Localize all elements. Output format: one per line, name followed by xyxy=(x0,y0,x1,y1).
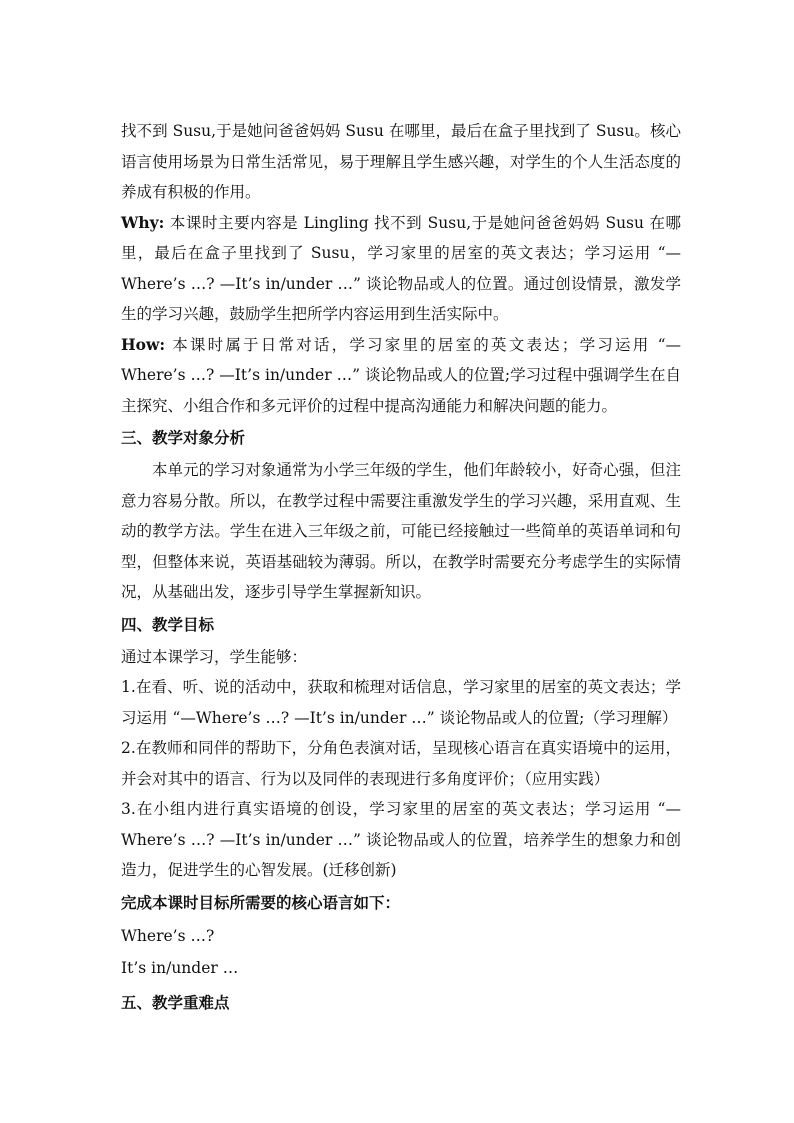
paragraph-why xyxy=(121,208,681,330)
why-text: 本课时主要内容是 Lingling 找不到 Susu,于是她问爸爸妈妈 Susu 在哪里，最后在盒子里找到了 Susu，学习家里的居室的英文表达；学习运用 “—Where’s …? —It’s in/under …” 谈论物品或人的位置。通过创设情景，激发学生的学习兴趣，鼓励学生把所学内容运用到生活实际中。 xyxy=(121,213,681,323)
how-text: 本课时属于日常对话，学习家里的居室的英文表达；学习运用 “—Where’s …? —It’s in/under …” 谈论物品或人的位置;学习过程中强调学生在自主探究、小组合作和多元评价的过程中提高沟通能力和解决问题的能力。 xyxy=(121,335,681,415)
section-3-text: 本单元的学习对象通常为小学三年级的学生，他们年龄较小，好奇心强，但注意力容易分散。所以，在教学过程中需要注重激发学生的学习兴趣，采用直观、生动的教学方法。学生在进入三年级之前，可能已经接触过一些简单的英语单词和句型，但整体来说，英语基础较为薄弱。所以，在教学时需要充分考虑学生的实际情况，从基础出发，逐步引导学生掌握新知识。 xyxy=(121,461,681,601)
section-5-heading: 五、教学重难点 xyxy=(121,992,230,1012)
how-label: How: xyxy=(121,334,166,354)
paragraph-intro: 找不到 Susu,于是她问爸爸妈妈 Susu 在哪里，最后在盒子里找到了 Susu。核心语言使用场景为日常生活常见，易于理解且学生感兴趣，对学生的个人生活态度的养成有积极的作用。 xyxy=(121,122,681,201)
section-4-heading: 四、教学目标 xyxy=(121,614,215,634)
core-language-line-1: Where’s …? xyxy=(121,926,215,945)
core-language-line-2: It’s in/under … xyxy=(121,958,239,977)
document-page xyxy=(121,116,681,1020)
section-3-heading: 三、教学对象分析 xyxy=(121,428,246,447)
objectives-intro: 通过本课学习，学生能够： xyxy=(121,647,308,666)
objective-2: 2.在教师和同伴的帮助下，分角色表演对话，呈现核心语言在真实语境中的运用，并会对其中的语言、行为以及同伴的表现进行多角度评价；（应用实践） xyxy=(121,739,681,788)
paragraph-how xyxy=(121,330,681,422)
why-label: Why: xyxy=(121,212,165,232)
core-language-heading: 完成本课时目标所需要的核心语言如下： xyxy=(121,892,401,912)
objective-1: 1.在看、听、说的活动中，获取和梳理对话信息，学习家里的居室的英文表达；学习运用 “—Where’s …? —It’s in/under …” 谈论物品或人的位置;（学习理解） xyxy=(121,678,681,727)
objective-3: 3.在小组内进行真实语境的创设，学习家里的居室的英文表达；学习运用 “—Where’s …? —It’s in/under …” 谈论物品或人的位置，培养学生的想象力和创造力，促进学生的心智发展。(迁移创新) xyxy=(121,800,681,879)
